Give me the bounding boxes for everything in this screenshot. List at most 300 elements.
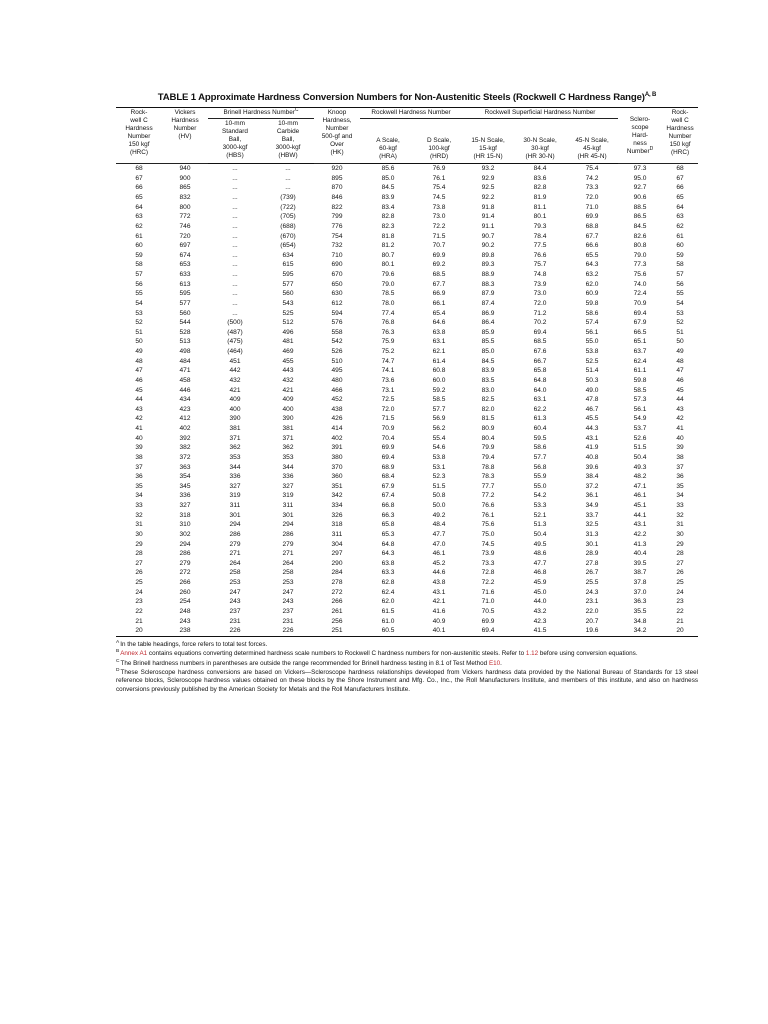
- table-cell: 336: [179, 492, 191, 500]
- table-cell: 634: [282, 251, 294, 259]
- table-cell: 800: [179, 203, 191, 211]
- table-cell: 434: [179, 396, 191, 404]
- table-cell: 61.1: [633, 367, 647, 375]
- table-cell: 36: [676, 473, 684, 481]
- table-cell: 54: [676, 299, 684, 307]
- table-cell: 33: [676, 502, 684, 510]
- table-cell: 75.9: [381, 338, 395, 346]
- table-cell: 66.1: [432, 299, 446, 307]
- table-cell: 55.0: [585, 338, 599, 346]
- table-cell: 68: [135, 165, 143, 173]
- table-cell: 690: [331, 261, 343, 269]
- table-row: [116, 203, 698, 213]
- table-header: [116, 108, 698, 164]
- table-cell: 732: [331, 242, 343, 250]
- table-cell: 33: [135, 502, 143, 510]
- column-header-line: Rock-: [130, 109, 148, 117]
- table-cell: 54.6: [432, 444, 446, 452]
- table-cell: 61.4: [432, 357, 446, 365]
- table-cell: 20.7: [585, 617, 599, 625]
- column-header-hr45n: [566, 119, 618, 164]
- table-cell: 45.0: [533, 588, 547, 596]
- table-cell: 68.5: [432, 271, 446, 279]
- table-cell: 64.3: [585, 261, 599, 269]
- table-cell: 82.0: [481, 405, 495, 413]
- table-cell: 23: [676, 598, 684, 606]
- table-cell: 80.7: [381, 251, 395, 259]
- table-row: [116, 443, 698, 453]
- table-cell: 776: [331, 222, 343, 230]
- table-cell: 25: [135, 579, 143, 587]
- table-row: [116, 280, 698, 290]
- table-cell: 83.0: [481, 386, 495, 394]
- table-cell: 40.8: [585, 453, 599, 461]
- table-cell: 61.5: [381, 607, 395, 615]
- table-cell: (487): [227, 328, 243, 336]
- table-cell: 920: [331, 165, 343, 173]
- table-row: [116, 289, 698, 299]
- table-cell: 484: [179, 357, 191, 365]
- table-cell: 72.0: [381, 405, 395, 413]
- table-cell: (670): [280, 232, 296, 240]
- column-header-line: Carbide: [276, 128, 300, 136]
- table-cell: 247: [229, 588, 241, 596]
- table-cell: 400: [282, 405, 294, 413]
- table-cell: 63.2: [585, 271, 599, 279]
- table-cell: 73.3: [585, 184, 599, 192]
- table-cell: 25.5: [585, 579, 599, 587]
- table-cell: 84.5: [381, 184, 395, 192]
- table-cell: 46: [676, 376, 684, 384]
- table-cell: 28.9: [585, 550, 599, 558]
- table-cell: 362: [229, 444, 241, 452]
- table-cell: 498: [179, 348, 191, 356]
- table-cell: 86.5: [633, 213, 647, 221]
- table-cell: ...: [232, 271, 238, 279]
- table-cell: 65.3: [381, 530, 395, 538]
- table-cell: 71.6: [481, 588, 495, 596]
- table-cell: 327: [282, 482, 294, 490]
- table-cell: 351: [331, 482, 343, 490]
- table-row: [116, 530, 698, 540]
- table-cell: 90.7: [481, 232, 495, 240]
- table-cell: 70.7: [432, 242, 446, 250]
- table-cell: 69.9: [381, 444, 395, 452]
- table-cell: 402: [179, 425, 191, 433]
- table-cell: 68.5: [533, 338, 547, 346]
- table-cell: 88.5: [633, 203, 647, 211]
- table-row: [116, 568, 698, 578]
- table-cell: 560: [179, 309, 191, 317]
- table-cell: 290: [331, 559, 343, 567]
- table-row: [116, 501, 698, 511]
- table-cell: 91.1: [481, 222, 495, 230]
- table-cell: 71.5: [381, 415, 395, 423]
- table-cell: 28: [135, 550, 143, 558]
- table-cell: 37.2: [585, 482, 599, 490]
- table-cell: 595: [282, 271, 294, 279]
- table-cell: 86.9: [481, 309, 495, 317]
- column-header-line: Number$^D$: [626, 145, 654, 155]
- table-cell: 61: [676, 232, 684, 240]
- table-cell: 528: [179, 328, 191, 336]
- table-cell: 52.5: [585, 357, 599, 365]
- table-cell: 50.3: [585, 376, 599, 384]
- table-cell: 82.8: [381, 213, 395, 221]
- table-cell: 442: [229, 367, 241, 375]
- table-cell: 327: [229, 482, 241, 490]
- table-cell: 301: [229, 511, 241, 519]
- table-cell: 336: [282, 473, 294, 481]
- table-cell: 48.6: [533, 550, 547, 558]
- table-cell: 58.5: [633, 386, 647, 394]
- table-cell: ...: [285, 174, 291, 182]
- table-cell: 60: [676, 242, 684, 250]
- table-cell: 65.8: [533, 367, 547, 375]
- table-cell: 513: [179, 338, 191, 346]
- table-cell: 76.1: [481, 511, 495, 519]
- column-header-hr30n: [514, 119, 566, 164]
- table-cell: 69.4: [381, 453, 395, 461]
- table-cell: 650: [331, 280, 343, 288]
- column-header-line: well C: [671, 117, 689, 125]
- table-cell: 846: [331, 194, 343, 202]
- table-cell: 82.3: [381, 222, 395, 230]
- table-cell: 45.5: [585, 415, 599, 423]
- table-cell: ...: [232, 194, 238, 202]
- table-cell: 45.1: [633, 502, 647, 510]
- table-cell: 64.8: [381, 540, 395, 548]
- table-cell: 65.5: [585, 251, 599, 259]
- table-cell: 542: [331, 338, 343, 346]
- table-cell: 66.3: [381, 511, 395, 519]
- table-cell: 72.2: [432, 222, 446, 230]
- table-cell: (739): [280, 194, 296, 202]
- table-cell: 83.4: [381, 203, 395, 211]
- table-cell: 88.9: [481, 271, 495, 279]
- table-cell: 67: [135, 174, 143, 182]
- table-cell: 90.2: [481, 242, 495, 250]
- table-cell: 26: [676, 569, 684, 577]
- column-header-knoop: [314, 108, 360, 164]
- table-cell: 940: [179, 165, 191, 173]
- table-cell: 77.2: [481, 492, 495, 500]
- table-cell: ...: [232, 299, 238, 307]
- table-cell: 31: [135, 521, 143, 529]
- table-cell: 83.9: [381, 194, 395, 202]
- table-cell: 23.1: [585, 598, 599, 606]
- table-cell: 34.8: [633, 617, 647, 625]
- table-row: [116, 376, 698, 386]
- table-cell: 68.9: [381, 463, 395, 471]
- footnote-a: $^A$In the table headings, force refers to total test forces.: [116, 639, 268, 648]
- table-row: [116, 607, 698, 617]
- table-row: [116, 395, 698, 405]
- table-cell: 74.5: [432, 194, 446, 202]
- table-cell: 594: [331, 309, 343, 317]
- table-cell: 56.9: [432, 415, 446, 423]
- table-cell: 42.1: [432, 598, 446, 606]
- table-cell: 577: [179, 299, 191, 307]
- table-cell: 37.0: [633, 588, 647, 596]
- table-cell: 79.4: [481, 453, 495, 461]
- table-cell: 34.2: [618, 626, 662, 636]
- table-cell: (500): [227, 319, 243, 327]
- table-cell: 256: [331, 617, 343, 625]
- table-cell: 426: [331, 415, 343, 423]
- table-row: [116, 251, 698, 261]
- table-cell: 64: [676, 203, 684, 211]
- column-header-line: 15-N Scale,: [471, 137, 505, 145]
- column-header-line: (HBS): [226, 152, 244, 160]
- column-header-line: (HBW): [278, 152, 298, 160]
- table-cell: 69.4: [462, 626, 514, 636]
- column-header-line: (HRD): [429, 153, 449, 161]
- table-cell: 264: [282, 559, 294, 567]
- table-cell: 50.0: [432, 502, 446, 510]
- table-cell: 76.6: [533, 251, 547, 259]
- table-cell: 59: [676, 251, 684, 259]
- table-cell: 45: [135, 386, 143, 394]
- table-cell: 266: [179, 579, 191, 587]
- table-cell: 53.3: [533, 502, 547, 510]
- table-cell: 286: [229, 530, 241, 538]
- table-cell: 42: [676, 415, 684, 423]
- table-cell: 710: [331, 251, 343, 259]
- table-cell: 62: [135, 222, 143, 230]
- table-title-footnote-marks: A, B: [644, 92, 657, 98]
- table-cell: 49.2: [432, 511, 446, 519]
- column-header-line: D Scale,: [426, 137, 452, 145]
- table-cell: 90.6: [633, 194, 647, 202]
- table-cell: 44.3: [585, 425, 599, 433]
- table-cell: 74.0: [633, 280, 647, 288]
- table-cell: 73.9: [533, 280, 547, 288]
- table-cell: 25: [676, 579, 684, 587]
- table-cell: 286: [179, 550, 191, 558]
- table-cell: 746: [179, 222, 191, 230]
- table-cell: ...: [232, 184, 238, 192]
- column-header-line: A Scale,: [376, 137, 400, 145]
- table-cell: 55.9: [533, 473, 547, 481]
- table-cell: 67: [676, 174, 684, 182]
- table-cell: 76.1: [432, 174, 446, 182]
- table-cell: 85.0: [381, 174, 395, 182]
- table-cell: 370: [331, 463, 343, 471]
- table-cell: 390: [229, 415, 241, 423]
- table-cell: ...: [232, 290, 238, 298]
- table-cell: 670: [331, 271, 343, 279]
- table-cell: 49: [135, 348, 143, 356]
- table-cell: 79.0: [633, 251, 647, 259]
- table-cell: 39.6: [585, 463, 599, 471]
- table-cell: 43.1: [432, 588, 446, 596]
- column-header-line: (HR 30-N): [525, 153, 555, 161]
- table-cell: 41: [135, 425, 143, 433]
- table-cell: 302: [179, 530, 191, 538]
- table-cell: 42: [135, 415, 143, 423]
- table-cell: 37: [676, 463, 684, 471]
- table-cell: 53: [135, 309, 143, 317]
- table-cell: 82.5: [481, 396, 495, 404]
- column-header-line: Number: [668, 133, 692, 141]
- table-cell: 653: [179, 261, 191, 269]
- table-cell: 52.1: [533, 511, 547, 519]
- table-cell: 80.8: [633, 242, 647, 250]
- table-row: [116, 405, 698, 415]
- table-cell: 60.9: [585, 290, 599, 298]
- table-cell: 231: [229, 617, 241, 625]
- table-cell: 57.7: [533, 453, 547, 461]
- table-cell: 58.5: [432, 396, 446, 404]
- table-cell: 318: [179, 511, 191, 519]
- table-cell: 51.3: [533, 521, 547, 529]
- table-cell: 62.4: [633, 357, 647, 365]
- table-cell: ...: [232, 165, 238, 173]
- table-row: [116, 540, 698, 550]
- table-cell: 74.7: [381, 357, 395, 365]
- section-1-12-link[interactable]: 1.12: [525, 650, 539, 658]
- table-row: [116, 617, 698, 627]
- table-cell: 253: [282, 579, 294, 587]
- table-row: [116, 472, 698, 482]
- table-cell: 68: [676, 165, 684, 173]
- column-header-line: 30-N Scale,: [523, 137, 557, 145]
- table-cell: 61.3: [533, 415, 547, 423]
- table-cell: 54.2: [533, 492, 547, 500]
- table-cell: 34: [135, 492, 143, 500]
- table-row: [116, 347, 698, 357]
- table-cell: 80.4: [481, 434, 495, 442]
- table-cell: 446: [179, 386, 191, 394]
- table-cell: 264: [229, 559, 241, 567]
- table-cell: 409: [229, 396, 241, 404]
- table-cell: 59.8: [633, 376, 647, 384]
- table-cell: 69.4: [633, 309, 647, 317]
- table-cell: 29: [676, 540, 684, 548]
- table-cell: 526: [331, 348, 343, 356]
- table-cell: 39: [676, 444, 684, 452]
- column-header-line: Standard: [222, 128, 248, 136]
- e10-link[interactable]: E10: [488, 659, 501, 667]
- table-cell: 66: [676, 184, 684, 192]
- table-cell: 62.2: [533, 405, 547, 413]
- table-cell: 41.6: [432, 607, 446, 615]
- table-cell: 254: [179, 598, 191, 606]
- table-cell: 421: [282, 386, 294, 394]
- table-cell: 344: [229, 463, 241, 471]
- table-cell: 40: [135, 434, 143, 442]
- table-cell: 304: [331, 540, 343, 548]
- table-cell: 78.3: [481, 473, 495, 481]
- column-header-footnote-mark: D: [649, 145, 654, 152]
- footnote-b: $^B$Annex A1 contains equations converting determined hardness scale numbers to Rockwell C hardness numbers for non-austenitic steels. Refer to 1.12 before using conversion equations.: [116, 649, 638, 658]
- table-cell: 73.3: [481, 559, 495, 567]
- column-header-line: Over: [330, 141, 344, 149]
- table-cell: ...: [232, 174, 238, 182]
- table-cell: 30: [135, 530, 143, 538]
- table-cell: 865: [179, 184, 191, 192]
- table-cell: 438: [331, 405, 343, 413]
- table-cell: 452: [331, 396, 343, 404]
- table-cell: 75.6: [633, 271, 647, 279]
- column-header-line: Number: [127, 133, 151, 141]
- table-row: [116, 453, 698, 463]
- annex-a1-link[interactable]: Annex A1: [120, 650, 148, 658]
- table-cell: 458: [179, 376, 191, 384]
- table-cell: 595: [179, 290, 191, 298]
- table-cell: 35.5: [633, 607, 647, 615]
- table-cell: 543: [282, 299, 294, 307]
- column-header-line: 150 kgf: [128, 141, 150, 149]
- table-cell: 89.3: [481, 261, 495, 269]
- table-cell: 55: [135, 290, 143, 298]
- table-cell: 81.8: [381, 232, 395, 240]
- table-cell: 294: [229, 521, 241, 529]
- table-cell: 52.6: [633, 434, 647, 442]
- table-row: [116, 183, 698, 193]
- table-cell: 40: [676, 434, 684, 442]
- table-cell: 31: [676, 521, 684, 529]
- table-row: [116, 299, 698, 309]
- table-cell: 72.4: [633, 290, 647, 298]
- table-cell: 71.0: [585, 203, 599, 211]
- column-header-hbs: [208, 119, 262, 164]
- table-cell: 271: [282, 550, 294, 558]
- table-row: [116, 559, 698, 569]
- table-cell: 83.9: [481, 367, 495, 375]
- table-cell: 62.0: [585, 280, 599, 288]
- table-cell: 50.4: [533, 530, 547, 538]
- table-row: [116, 491, 698, 501]
- table-cell: (688): [280, 222, 296, 230]
- table-cell: 40.9: [432, 617, 446, 625]
- table-row: [116, 241, 698, 251]
- table-cell: 83.5: [481, 376, 495, 384]
- table-cell: 84.5: [633, 222, 647, 230]
- table-cell: 64: [135, 203, 143, 211]
- table-cell: 372: [179, 453, 191, 461]
- table-cell: 30: [676, 530, 684, 538]
- table-cell: 72.0: [585, 194, 599, 202]
- table-cell: 243: [282, 598, 294, 606]
- table-cell: 57.7: [432, 405, 446, 413]
- table-cell: 87.9: [481, 290, 495, 298]
- table-cell: 46.7: [585, 405, 599, 413]
- table-cell: 55: [676, 290, 684, 298]
- table-cell: 48.4: [432, 521, 446, 529]
- table-cell: 82.6: [633, 232, 647, 240]
- table-cell: ...: [232, 280, 238, 288]
- table-cell: 85.0: [481, 348, 495, 356]
- table-cell: 32.5: [585, 521, 599, 529]
- table-cell: 271: [229, 550, 241, 558]
- table-cell: 38: [135, 453, 143, 461]
- column-header-hr15n: [462, 119, 514, 164]
- table-cell: 84.5: [481, 357, 495, 365]
- table-cell: 75.4: [432, 184, 446, 192]
- table-cell: 42.3: [533, 617, 547, 625]
- table-cell: 74.8: [533, 271, 547, 279]
- column-header-vickers: [162, 108, 208, 164]
- table-cell: 772: [179, 213, 191, 221]
- column-header-line: Vickers: [174, 109, 196, 117]
- table-cell: 29: [135, 540, 143, 548]
- table-cell: 23: [135, 598, 143, 606]
- table-cell: 32: [676, 511, 684, 519]
- table-row: [116, 549, 698, 559]
- table-cell: 67.9: [381, 482, 395, 490]
